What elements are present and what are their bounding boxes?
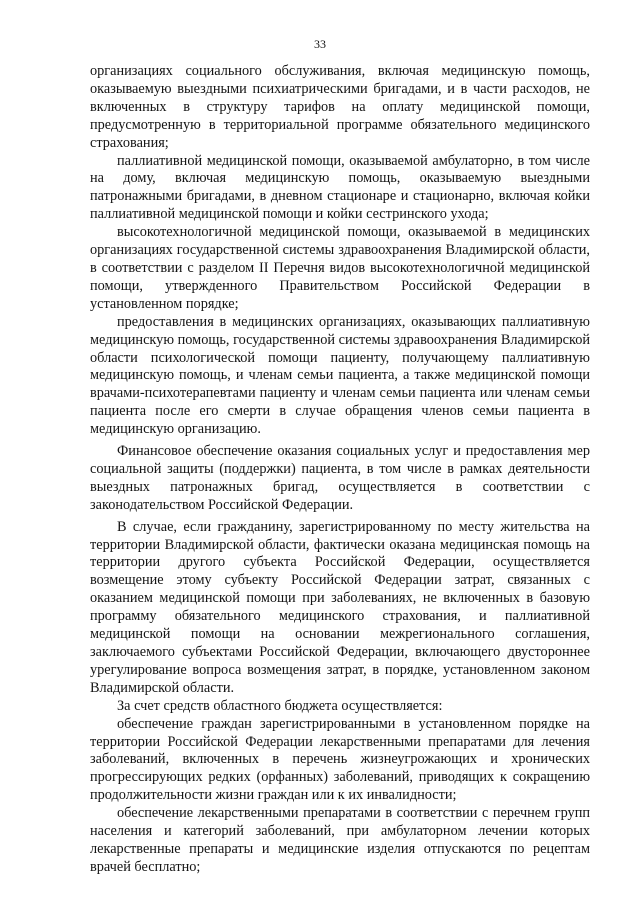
paragraph-orphan-drugs: обеспечение граждан зарегистрированными в установленном порядке на территории Российской Федерации лекарственными препаратами для лечения заболеваний, включенных в перечень жизнеугрожающих и хронических прогрессирующих редких (орфанных) заболеваний, приводящих к сокращению продолжительности жизни граждан или к их инвалидности; bbox=[90, 715, 590, 804]
paragraph-regional-budget: За счет средств областного бюджета осуществляется: bbox=[117, 697, 443, 714]
paragraph-psychological-help: предоставления в медицинских организациях, оказывающих паллиативную медицинскую помощь, государственной системы здравоохранения Владимирской области психологической помощи пациенту, получающему паллиативную медицинскую помощь, и членам семьи пациента, а также медицинской помощи врачами-психотерапевтами пациенту и членам семьи пациента или членам семьи пациента после его смерти в случае обращения членов семьи пациента в медицинскую организацию. bbox=[90, 313, 590, 438]
paragraph-financing: Финансовое обеспечение оказания социальных услуг и предоставления мер социальной защиты (поддержки) пациента, в том числе в рамках деятельности выездных патронажных бригад, осуществляется в соответствии с законодательством Российской Федерации. bbox=[90, 443, 590, 513]
paragraph-reimbursement: В случае, если гражданину, зарегистрированному по месту жительства на территории Владимирской области, фактически оказана медицинская помощь на территории другого субъекта Российской Федерации, осуществляется возмещение этому субъекту Российской Федерации затрат, связанных с оказанием медицинской помощи при заболеваниях, не включенных в базовую программу обязательного медицинского страхования, и паллиативной медицинской помощи на основании межрегионального соглашения, заключаемого субъектами Российской Федерации, включающего двустороннее урегулирование вопроса возмещения затрат, в порядке, установленном законом Владимирской области. bbox=[90, 518, 590, 696]
document-body bbox=[90, 63, 590, 877]
paragraph-high-tech-care: высокотехнологичной медицинской помощи, оказываемой в медицинских организациях государственной системы здравоохранения Владимирской области, в соответствии с разделом II Перечня видов высокотехнологичной медицинской помощи, утвержденного Правительством Российской Федерации в установленном порядке; bbox=[90, 224, 590, 312]
paragraph-continuation: организациях социального обслуживания, включая медицинскую помощь, оказываемую выездными психиатрическими бригадами, и в части расходов, не включенных в структуру тарифов на оплату медицинской помощи, предусмотренную в территориальной программе обязательного медицинского страхования; bbox=[90, 63, 590, 151]
paragraph-palliative-care: паллиативной медицинской помощи, оказываемой амбулаторно, в том числе на дому, включая медицинскую помощь, оказываемую выездными патронажными бригадами, в дневном стационаре и стационарно, включая койки паллиативной медицинской помощи и койки сестринского ухода; bbox=[90, 152, 590, 223]
paragraph-free-prescriptions: обеспечение лекарственными препаратами в соответствии с перечнем групп населения и категорий заболеваний, при амбулаторном лечении которых лекарственные препараты и медицинские изделия отпускаются по рецептам врачей бесплатно; bbox=[90, 805, 590, 875]
page-number: 33 bbox=[314, 37, 326, 51]
